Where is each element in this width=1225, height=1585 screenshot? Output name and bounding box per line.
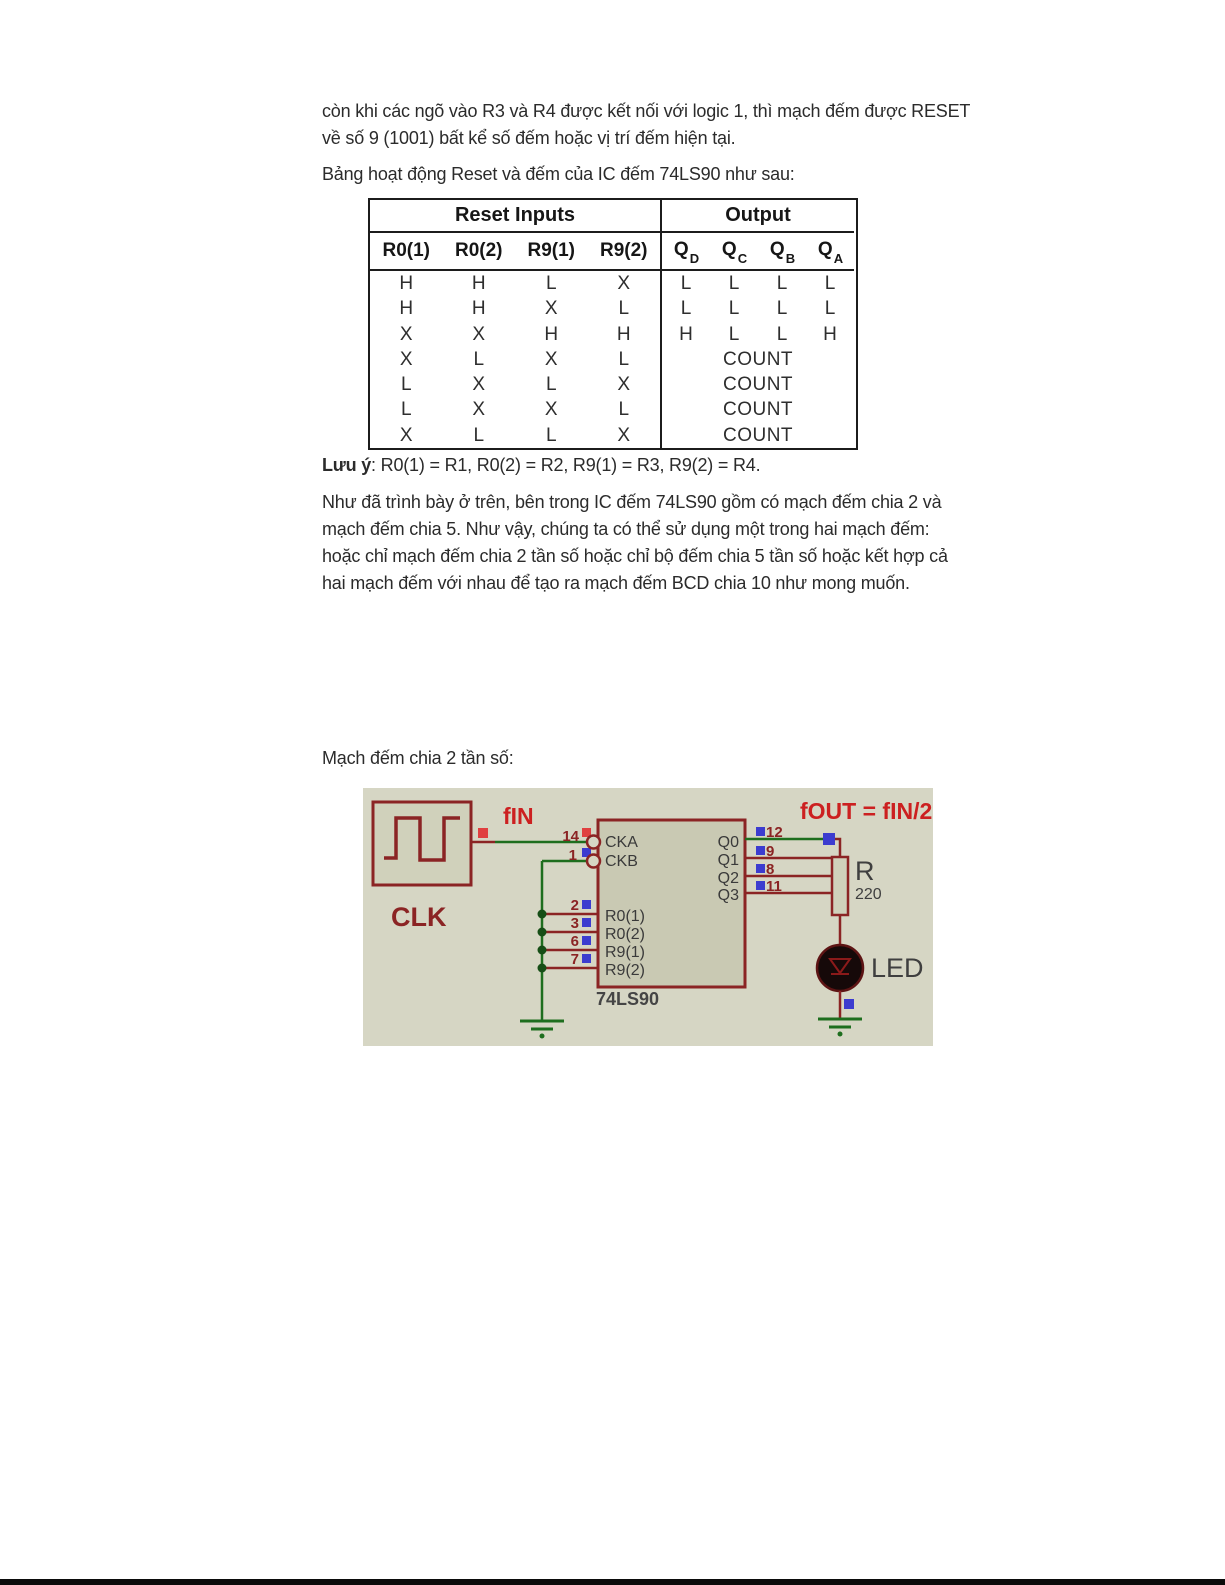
table-output-body <box>660 271 854 448</box>
table-cell: X <box>544 348 558 370</box>
resistor-label: R <box>855 856 875 886</box>
pin-marker-blue <box>756 846 765 855</box>
table-cell: H <box>399 273 414 294</box>
table-output-column-headers <box>660 233 854 271</box>
table-cell: L <box>728 273 740 294</box>
ic-pin-label: R0(1) <box>605 908 646 925</box>
table-row-count: COUNT <box>722 348 794 370</box>
column-header: $Q_C$ <box>721 239 748 266</box>
circuit-heading: Mạch đếm chia 2 tần số: <box>322 748 514 768</box>
table-cell: H <box>544 323 559 345</box>
text-line: về số 9 (1001) bất kể số đếm hoặc vị trí đếm hiện tại. <box>322 128 736 148</box>
fout-label: fOUT = fIN/2 <box>800 798 933 824</box>
table-reset-column-headers <box>370 233 660 271</box>
table-cell: L <box>473 424 485 446</box>
ic-pin-label: R0(2) <box>605 926 646 943</box>
table-intro-text: Bảng hoạt động Reset và đếm của IC đếm 74LS90 như sau: <box>322 164 795 184</box>
table-cell: L <box>618 348 630 370</box>
pin-marker-blue <box>756 827 765 836</box>
ic-74ls90 <box>587 820 745 1009</box>
table-cell: L <box>400 399 412 421</box>
table-group-header-reset-inputs: Reset Inputs <box>370 200 660 233</box>
circuit-diagram <box>363 788 933 1046</box>
table-cell: X <box>399 348 413 370</box>
table-row <box>662 296 854 321</box>
table-cell: L <box>400 374 412 396</box>
pin-marker-blue <box>844 999 854 1009</box>
table-cell: L <box>545 424 557 446</box>
pin-number: 7 <box>570 951 579 968</box>
table-cell: L <box>824 298 836 320</box>
table-reset-body <box>370 271 660 448</box>
pin-marker-blue <box>582 900 591 909</box>
clock-box <box>373 802 471 885</box>
ground-icon <box>540 1034 545 1039</box>
pin-number: 11 <box>766 878 782 895</box>
table-cell: X <box>617 273 631 294</box>
pin-marker-blue <box>582 918 591 927</box>
table-cell: L <box>545 374 557 396</box>
clock-bubble-ckb <box>587 855 600 868</box>
column-header: $Q_D$ <box>673 239 700 266</box>
pin-number: 1 <box>568 847 577 864</box>
table-cell: H <box>679 323 693 345</box>
table-row-count: COUNT <box>722 424 794 446</box>
table-cell: L <box>824 273 836 294</box>
text-line: hoặc chỉ mạch đếm chia 2 tần số hoặc chỉ bộ đếm chia 5 tần số hoặc kết hợp cả <box>322 546 948 566</box>
column-header: R9(2) <box>599 240 648 261</box>
table-cell: X <box>472 374 486 396</box>
table-cell: L <box>545 273 557 294</box>
ic-pin-label: R9(2) <box>605 962 646 979</box>
column-header: $Q_A$ <box>817 239 844 266</box>
table-row-count: COUNT <box>722 399 794 421</box>
table-cell: X <box>544 399 558 421</box>
note-text: : R0(1) = R1, R0(2) = R2, R9(1) = R3, R9(2) = R4. <box>371 455 761 475</box>
junction-dot <box>538 910 547 919</box>
ic-pin-label: Q2 <box>717 870 739 887</box>
clock-label: CLK <box>391 902 447 932</box>
paragraph-reset-description <box>322 98 971 152</box>
table-row <box>662 271 854 296</box>
table-cell: X <box>472 399 486 421</box>
ic-pin-label: R9(1) <box>605 944 646 961</box>
table-cell: H <box>471 298 486 320</box>
column-header: $Q_B$ <box>769 239 796 266</box>
table-cell: L <box>618 298 630 320</box>
pin-marker-blue <box>756 881 765 890</box>
junction-dot <box>538 946 547 955</box>
resistor <box>832 857 848 915</box>
table-cell: X <box>617 374 631 396</box>
ic-name-label: 74LS90 <box>596 989 660 1009</box>
pin-number: 12 <box>766 824 783 841</box>
ic-pin-label: Q0 <box>717 834 739 851</box>
pin-number: 2 <box>570 897 579 914</box>
table-cell: H <box>399 298 414 320</box>
clk-node-marker <box>478 828 488 838</box>
led-label: LED <box>871 953 924 983</box>
pin-marker-blue <box>756 864 765 873</box>
note-line <box>322 452 967 479</box>
ground-icon <box>838 1032 843 1037</box>
pin-number: 6 <box>570 933 579 950</box>
table-cell: L <box>776 273 788 294</box>
text-line: Như đã trình bày ở trên, bên trong IC đếm 74LS90 gồm có mạch đếm chia 2 và <box>322 492 942 512</box>
table-cell: X <box>399 323 413 345</box>
ic-pin-label: CKB <box>605 853 638 870</box>
pin-number: 14 <box>562 828 579 845</box>
junction-marker-blue <box>823 833 835 845</box>
table-group-header-output: Output <box>660 200 854 233</box>
table-cell: X <box>399 424 413 446</box>
column-header: R0(1) <box>382 240 430 261</box>
pin-number: 3 <box>570 915 579 932</box>
text-line: mạch đếm chia 5. Như vậy, chúng ta có thể sử dụng một trong hai mạch đếm: <box>322 519 930 539</box>
table-cell: L <box>680 273 692 294</box>
table-cell: H <box>616 323 631 345</box>
ic-pin-label: Q1 <box>717 852 739 869</box>
text-line: hai mạch đếm với nhau để tạo ra mạch đếm BCD chia 10 như mong muốn. <box>322 573 910 593</box>
pin-number: 9 <box>766 843 775 860</box>
column-header: R9(1) <box>527 240 575 261</box>
fin-label: fIN <box>503 803 534 829</box>
text-line: còn khi các ngõ vào R3 và R4 được kết nối với logic 1, thì mạch đếm được RESET <box>322 101 971 121</box>
junction-dot <box>538 928 547 937</box>
truth-table <box>368 198 858 450</box>
table-cell: L <box>728 298 740 320</box>
table-cell: L <box>680 298 692 320</box>
table-cell: H <box>471 273 486 294</box>
table-cell: L <box>776 298 788 320</box>
table-cell: L <box>618 399 630 421</box>
table-cell: L <box>473 348 485 370</box>
ic-pin-label: Q3 <box>717 887 739 904</box>
ic-pin-label: CKA <box>605 834 638 851</box>
table-row <box>662 322 854 347</box>
table-cell: H <box>823 323 837 345</box>
led <box>817 945 863 991</box>
page-bottom-edge <box>0 1579 1225 1585</box>
table-row-count: COUNT <box>722 374 794 396</box>
junction-dot <box>538 964 547 973</box>
clock-bubble-cka <box>587 836 600 849</box>
table-cell: X <box>617 424 631 446</box>
table-cell: X <box>544 298 558 320</box>
table-cell: L <box>728 323 740 345</box>
paragraph-counter-description <box>322 489 967 597</box>
pin-marker-blue <box>582 954 591 963</box>
column-header: R0(2) <box>454 240 503 261</box>
note-label: Lưu ý <box>322 455 372 475</box>
resistor-value: 220 <box>855 886 882 903</box>
table-cell: L <box>776 323 788 345</box>
pin-marker-blue <box>582 936 591 945</box>
pin-number: 8 <box>766 861 775 878</box>
table-cell: X <box>472 323 486 345</box>
